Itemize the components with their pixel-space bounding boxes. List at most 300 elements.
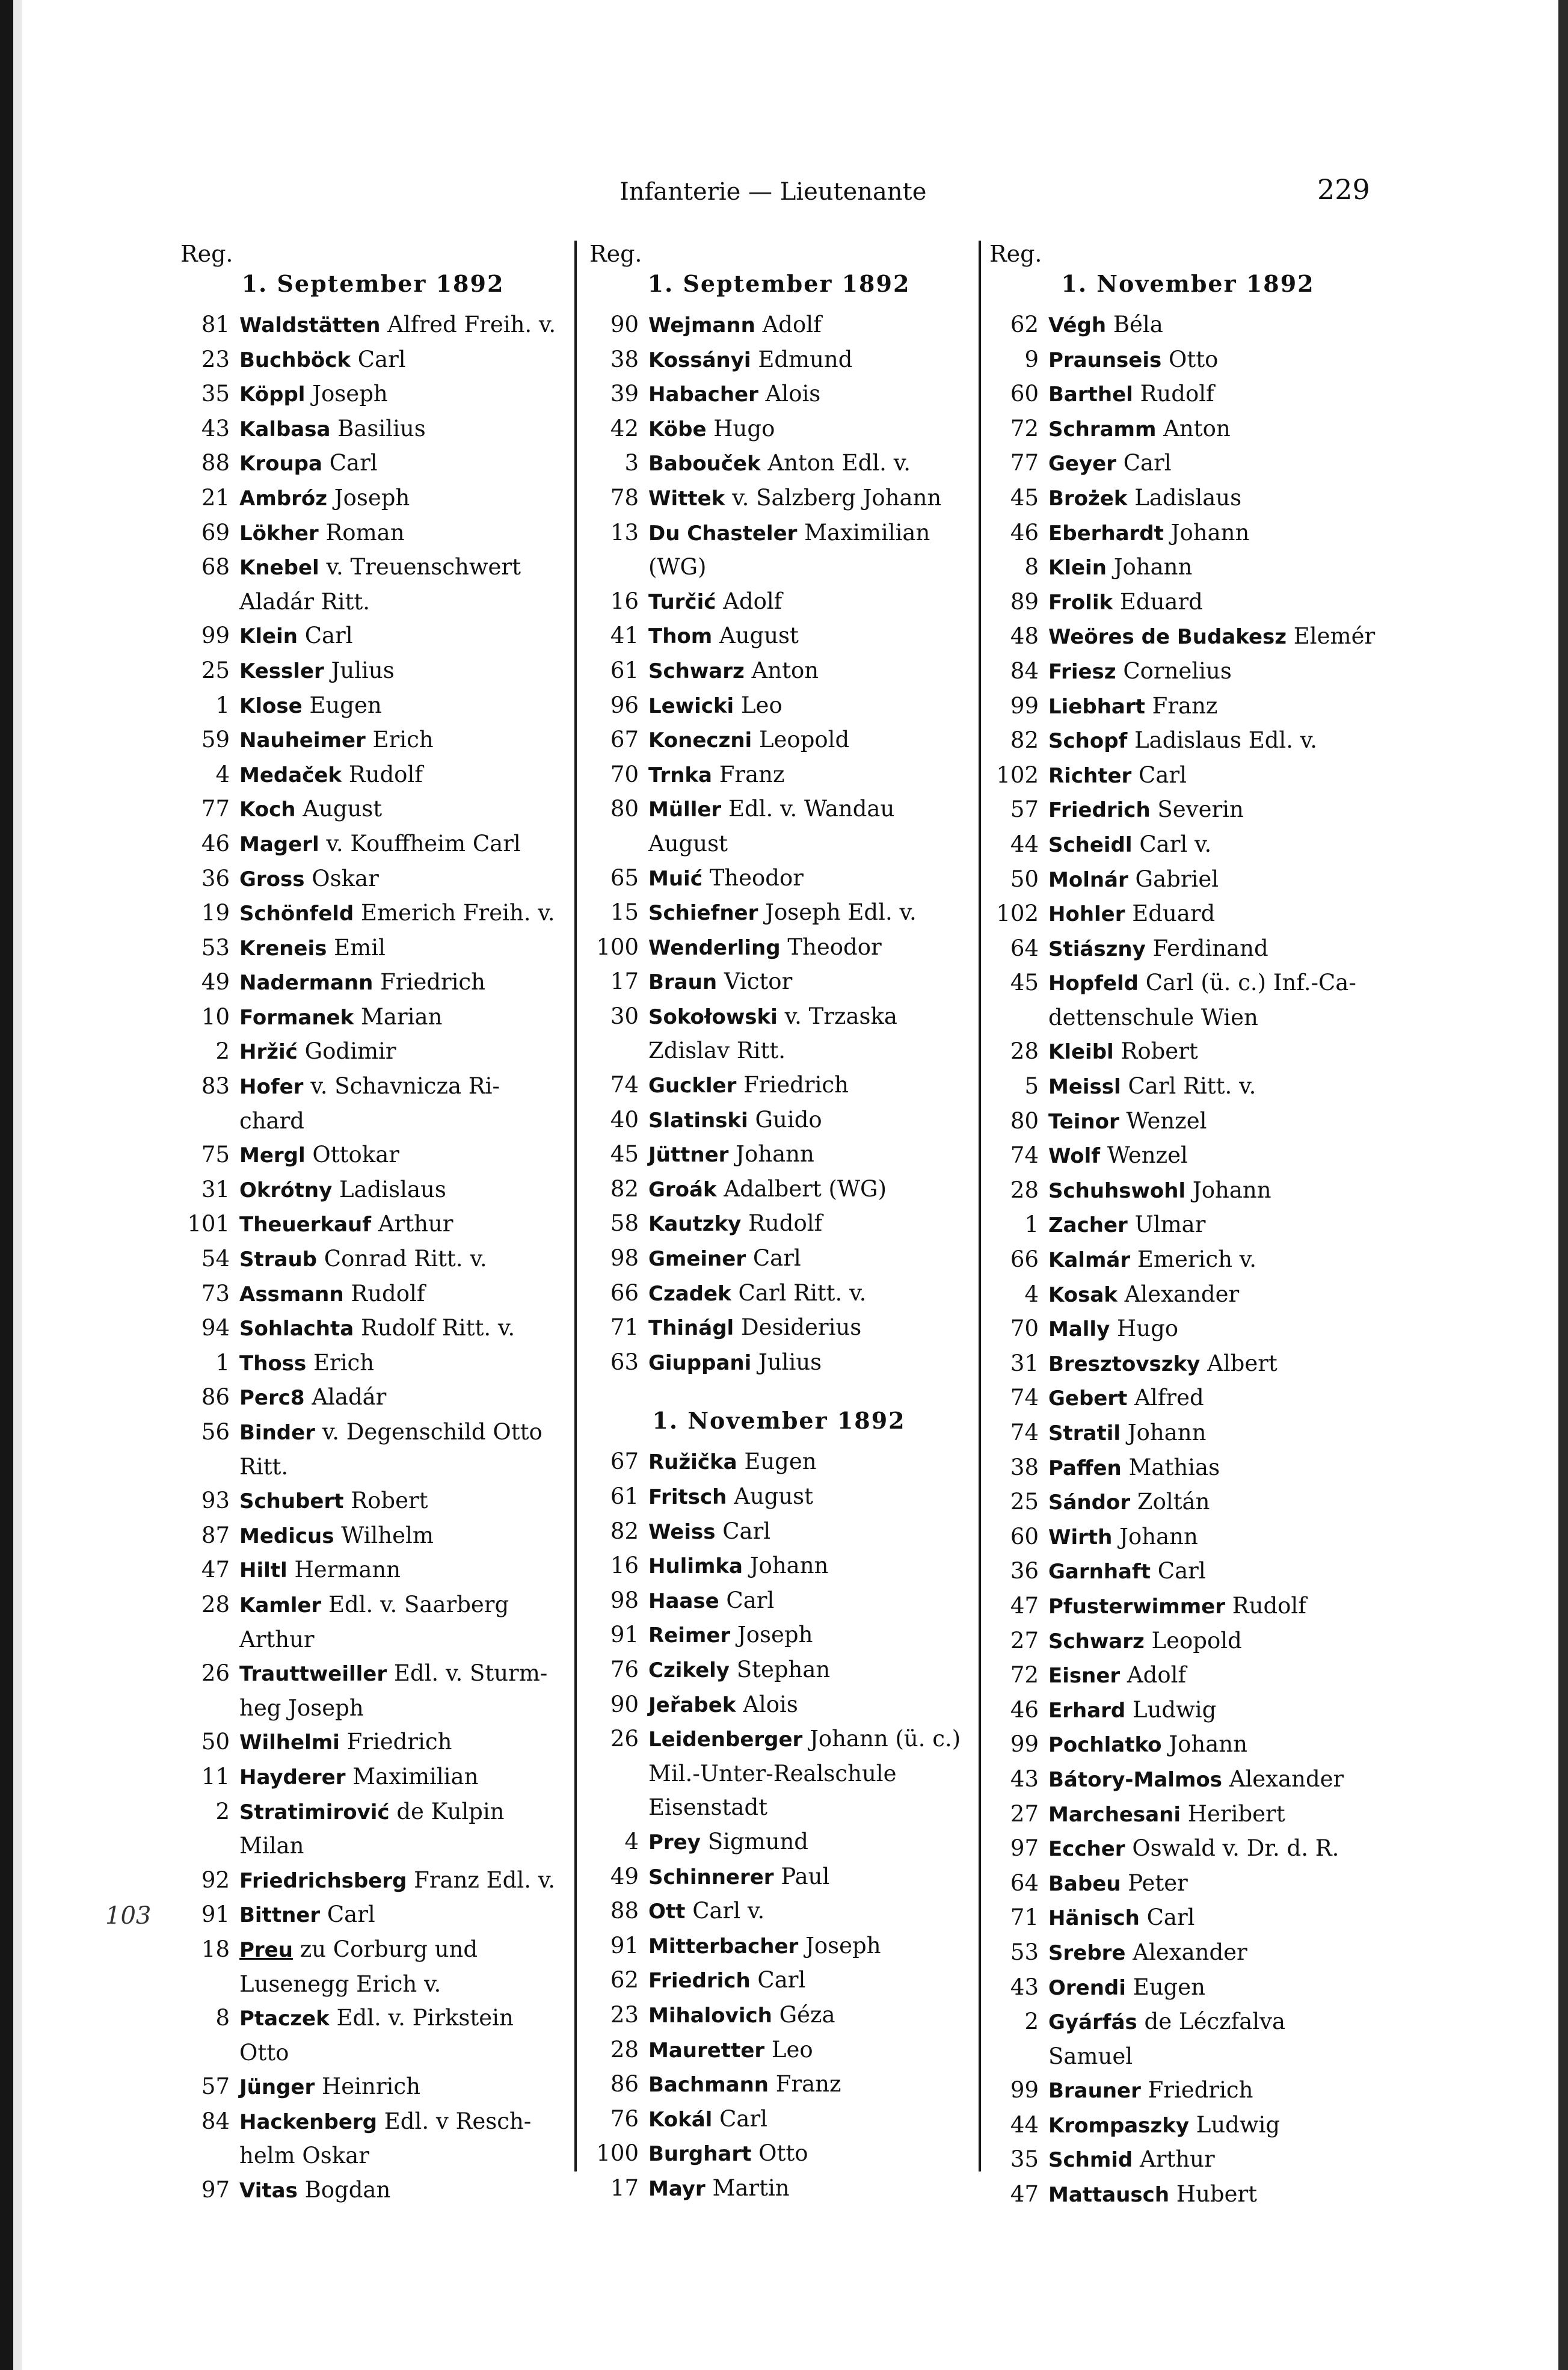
roster-entry [180,2105,565,2140]
given-name: Adolf [1127,1662,1187,1688]
handwritten-margin-note: 103 [105,1902,152,1930]
regiment-number: 61 [610,1483,639,1509]
surname: Mayr [648,2176,706,2201]
surname: Scheidl [1048,833,1133,857]
roster-entry [180,1657,565,1691]
given-name: Heinrich [322,2073,420,2100]
given-name: Johann [1113,554,1193,580]
roster-entry [989,446,1386,481]
section-heading: 1. September 1892 [647,270,911,297]
surname: Barthel [1048,383,1133,407]
given-name: August [719,623,799,649]
roster-entry [589,1103,968,1138]
entry-continuation [989,2040,1386,2074]
given-name: Albert [1207,1350,1277,1376]
given-name: Carl v. [1139,831,1212,857]
surname: Wolf [1048,1144,1101,1169]
roster-entry [589,585,968,620]
regiment-number: 83 [201,1073,230,1100]
regiment-number: 27 [1010,1800,1039,1827]
regiment-number: 4 [1024,1281,1039,1307]
given-name: Gabriel [1135,866,1219,892]
scan-edge-right [1558,0,1568,2370]
given-name: Joseph [805,1932,881,1959]
given-name: Alexander [1133,1939,1247,1965]
surname: Weöres de Budakesz [1048,625,1287,650]
surname: Ott [648,1900,686,1924]
surname: Schuhswohl [1048,1178,1186,1203]
given-name: Hubert [1176,2181,1258,2208]
regiment-number: 26 [610,1726,639,1752]
regiment-number: 44 [1010,2111,1039,2138]
entry-text [1048,2108,1386,2143]
entry-text [648,1894,968,1929]
surname: Lökher [239,521,319,546]
entry-text [239,1725,565,1760]
entry-text [648,585,968,620]
entry-text [648,1276,968,1311]
entry-text [1048,1174,1386,1208]
given-name: Edl. v. Saarberg [328,1591,509,1617]
regiment-number: 64 [1010,935,1039,961]
roster-entry [589,654,968,689]
given-name: Guido [755,1106,822,1133]
roster-entry [180,481,565,516]
regiment-number: 31 [201,1176,230,1202]
given-name: Oskar [312,865,379,891]
roster-entry [589,2137,968,2171]
surname: Paffen [1048,1456,1122,1480]
given-name: Basilius [337,415,426,442]
given-name: Johann [749,1553,829,1579]
scan-edge-left [0,0,13,2370]
entry-text [239,1000,565,1035]
regiment-number: 28 [201,1591,230,1617]
given-name: Carl [757,1967,806,1993]
entry-text [1048,1728,1386,1762]
surname: Klein [239,624,298,649]
surname: Eccher [1048,1837,1125,1862]
given-name: Julius [331,657,395,683]
regiment-number: 8 [1024,554,1039,580]
entry-text [648,1207,968,1242]
roster-entry [589,1346,968,1380]
regiment-number: 71 [1010,1904,1039,1931]
roster-entry [180,377,565,412]
roster-entry [180,1277,565,1312]
surname: Preu [239,1938,293,1962]
given-name: Edl. v Resch- [384,2108,532,2134]
entry-continuation [589,1034,968,1068]
surname: Koch [239,798,296,822]
regiment-number: 94 [201,1315,230,1341]
regiment-number: 93 [201,1488,230,1514]
entry-text [1048,2005,1386,2040]
given-name: Carl (ü. c.) Inf.-Ca- [1145,970,1356,996]
given-name: Theodor [787,934,882,960]
roster-entry [589,2033,968,2068]
surname: Koneczni [648,728,752,753]
roster-entry [989,1139,1386,1174]
surname: Schwarz [648,659,745,683]
surname: Kamler [239,1593,322,1617]
given-name: Rudolf [348,761,423,787]
surname: Bresztovszky [1048,1352,1201,1376]
regiment-number: 28 [1010,1177,1039,1203]
given-name: Carl [329,450,378,476]
given-name: Alois [765,381,821,407]
roster-entry [989,1416,1386,1451]
entry-text [648,1963,968,1998]
given-name: Conrad Ritt. v. [324,1246,487,1272]
surname: Stratimirović [239,1800,390,1824]
entry-text [1048,863,1386,897]
surname: Köppl [239,383,306,407]
roster-entry [180,758,565,793]
regiment-number: 84 [201,2108,230,2134]
given-name: Johann (ü. c.) [810,1726,961,1752]
given-name: Rudolf [748,1210,823,1237]
regiment-number: 10 [201,1003,230,1030]
roster-entry [989,1624,1386,1659]
given-name: Martin [712,2175,790,2201]
continuation-text: dettenschule Wien [1048,1004,1258,1030]
entry-text [648,1346,968,1380]
roster-entry [989,1589,1386,1624]
surname: Kreneis [239,936,327,961]
regiment-number: 75 [201,1142,230,1168]
roster-entry [589,308,968,343]
roster-entry [589,412,968,447]
entry-text [1048,1278,1386,1313]
entry-text [239,516,565,551]
surname: Hopfeld [1048,971,1139,996]
surname: Friedrich [1048,798,1151,823]
given-name: Alfred [1134,1385,1204,1411]
page-title: Infanterie — Lieutenante [620,178,927,206]
regiment-number: 44 [1010,831,1039,857]
entry-text [648,2067,968,2102]
regiment-number: 58 [610,1210,639,1237]
entry-text [239,377,565,412]
given-name: Maximilian [352,1763,479,1790]
entry-text [239,1138,565,1173]
given-name: Leopold [758,727,850,753]
given-name: Friedrich [743,1072,849,1098]
surname: Ambróz [239,486,327,511]
regiment-number: 49 [201,969,230,996]
regiment-number: 26 [201,1660,230,1687]
regiment-number: 2 [215,1798,230,1824]
entry-text [239,758,565,793]
entry-text [648,1068,968,1103]
roster-entry [989,1347,1386,1382]
surname: Okrótny [239,1178,333,1202]
entry-text [239,1277,565,1312]
regiment-number: 100 [596,934,639,960]
surname: Molnár [1048,867,1128,892]
roster-entry [589,1515,968,1550]
given-name: Franz [719,761,785,787]
roster-entry [180,965,565,1000]
regiment-number: 43 [1010,1765,1039,1792]
roster-entry [180,1898,565,1933]
given-name: Leopold [1151,1627,1242,1654]
roster-entry [989,1658,1386,1693]
given-name: Friedrich [1148,2077,1253,2104]
given-name: Alexander [1124,1281,1240,1307]
given-name: Géza [779,2001,835,2028]
regiment-number: 67 [610,727,639,753]
given-name: Eugen [1133,1974,1205,2000]
entry-text [239,723,565,758]
surname: Buchböck [239,348,351,372]
given-name: Rudolf Ritt. v. [360,1315,515,1341]
given-name: v. Treuenschwert [326,554,521,580]
regiment-number: 46 [201,830,230,857]
entry-text [1048,689,1386,724]
given-name: de Kulpin [396,1798,505,1824]
roster-entry [180,931,565,966]
regiment-number: 73 [201,1280,230,1307]
roster-entry [989,2005,1386,2040]
roster-entry [180,1795,565,1830]
regiment-number: 77 [201,796,230,822]
roster-entry [589,1000,968,1035]
entry-text [239,1346,565,1381]
entry-text [648,689,968,724]
roster-entry [180,1173,565,1208]
given-name: Rudolf [1140,381,1214,407]
entry-text [239,1760,565,1795]
given-name: Rudolf [351,1280,425,1307]
regiment-number: 87 [201,1522,230,1548]
roster-entry [180,1035,565,1070]
entry-text [1048,1520,1386,1555]
surname: Zacher [1048,1213,1128,1238]
given-name: Carl [1157,1558,1206,1584]
roster-entry [989,412,1386,447]
entry-text [239,1795,565,1830]
regiment-number: 60 [1010,1523,1039,1550]
surname: Erhard [1048,1698,1126,1723]
given-name: Theodor [709,864,804,891]
regiment-number: 56 [201,1419,230,1445]
entry-text [648,1929,968,1964]
given-name: v. Kouffheim Carl [326,830,521,857]
regiment-number: 67 [610,1448,639,1475]
given-name: Erich [313,1349,375,1376]
roster-entry [589,1825,968,1860]
regiment-number: 1 [215,692,230,718]
regiment-number: 102 [996,900,1039,927]
regiment-number: 97 [201,2177,230,2203]
regiment-number: 35 [1010,2146,1039,2173]
entry-continuation [589,1757,968,1791]
given-name: Wenzel [1107,1142,1188,1169]
roster-entry [589,758,968,793]
continuation-text: Otto [239,2039,289,2066]
surname: Guckler [648,1074,737,1098]
roster-entry [589,1929,968,1964]
given-name: Leo [740,692,782,718]
entry-text [648,1653,968,1688]
given-name: Emerich v. [1137,1246,1256,1273]
roster-entry [589,723,968,758]
regiment-number: 72 [1010,415,1039,442]
surname: Mitterbacher [648,1934,799,1959]
surname: Perc8 [239,1386,305,1411]
entry-continuation [180,1829,565,1864]
entry-text [1048,654,1386,689]
regiment-number: 46 [1010,1696,1039,1723]
surname: Gross [239,867,305,891]
entry-text [648,1825,968,1860]
entry-text [239,1484,565,1519]
surname: Brauner [1048,2079,1141,2104]
entry-text [648,2171,968,2206]
regiment-number: 4 [215,761,230,787]
given-name: Stephan [736,1656,831,1682]
continuation-text: Zdislav Ritt. [648,1038,786,1064]
column-divider [979,241,981,2171]
given-name: Johann [1127,1420,1207,1445]
roster-entry [989,343,1386,378]
entry-text [1048,1762,1386,1797]
given-name: Ferdinand [1152,935,1268,961]
roster-column-2 [589,241,968,2206]
surname: Du Chasteler [648,521,798,546]
entry-text [648,931,968,965]
surname: Schwarz [1048,1629,1145,1654]
entry-continuation [180,1104,565,1139]
roster-entry [180,1311,565,1346]
given-name: Ludwig [1133,1696,1217,1723]
entry-text [648,1584,968,1619]
roster-column-1 [180,241,565,2208]
entry-text [1048,377,1386,412]
regiment-number: 50 [1010,866,1039,892]
given-name: Robert [1121,1038,1198,1065]
given-name: Ladislaus Edl. v. [1134,727,1318,754]
entry-text [239,1588,565,1623]
surname: Schmid [1048,2148,1133,2173]
roster-entry [989,2143,1386,2178]
regiment-number: 30 [610,1003,639,1029]
surname: Knebel [239,556,319,580]
surname: Kalbasa [239,417,331,442]
given-name: Julius [758,1349,822,1375]
surname: Kleibl [1048,1040,1114,1065]
roster-entry [989,516,1386,551]
regiment-number: 90 [610,1691,639,1717]
surname: Waldstätten [239,313,381,337]
given-name: Maximilian [804,519,930,546]
given-name: v. Degenschild Otto [322,1419,543,1445]
regiment-number: 71 [610,1314,639,1341]
regiment-number: 74 [1010,1420,1039,1445]
roster-entry [589,1242,968,1276]
regiment-number: 47 [201,1557,230,1583]
surname: Friedrichsberg [239,1868,407,1893]
given-name: August [734,1483,814,1509]
entry-text [1048,343,1386,378]
roster-entry [989,308,1386,343]
reg-column-label: Reg. [180,241,233,267]
roster-entry [989,1520,1386,1555]
surname: Lewicki [648,694,734,718]
regiment-number: 74 [1010,1142,1039,1169]
roster-entry [180,1725,565,1760]
regiment-number: 82 [610,1518,639,1544]
entry-text [239,1207,565,1242]
regiment-number: 66 [1010,1246,1039,1273]
roster-entry [989,585,1386,620]
regiment-number: 21 [201,484,230,511]
entry-text [648,1618,968,1653]
regiment-number: 98 [610,1587,639,1613]
regiment-number: 88 [610,1898,639,1924]
surname: Theuerkauf [239,1213,372,1237]
entry-text [648,1311,968,1346]
roster-entry [180,2001,565,2036]
regiment-number: 25 [201,657,230,683]
given-name: v. Schavnicza Ri- [310,1073,500,1100]
surname: Köbe [648,417,707,442]
continuation-text: Lusenegg Erich v. [239,1971,441,1997]
given-name: Elemér [1293,623,1376,650]
surname: Magerl [239,832,319,857]
regiment-number: 76 [610,1656,639,1682]
section-heading: 1. November 1892 [1061,270,1315,297]
roster-entry [989,966,1386,1001]
continuation-text: chard [239,1107,304,1134]
continuation-text: Arthur [239,1626,315,1652]
entry-continuation [589,550,968,585]
surname: Burghart [648,2142,752,2167]
entry-text [239,1242,565,1277]
given-name: Edmund [758,346,853,372]
reg-column-label: Reg. [589,241,642,267]
roster-entry [589,1688,968,1723]
entry-continuation [180,1623,565,1657]
surname: Babeu [1048,1871,1121,1896]
surname: Eisner [1048,1664,1121,1688]
roster-entry [989,759,1386,793]
entry-text [1048,1554,1386,1589]
entry-text [648,1137,968,1172]
roster-entry [589,1068,968,1103]
regiment-number: 82 [1010,727,1039,754]
surname: Groák [648,1177,717,1202]
given-name: Desiderius [740,1314,862,1341]
entry-text [648,1445,968,1480]
given-name: v. Salzberg Johann [732,484,942,511]
entry-text [239,2105,565,2140]
surname: Babouček [648,452,761,476]
surname: Kautzky [648,1212,742,1237]
regiment-number: 78 [610,484,639,511]
roster-entry [180,2173,565,2208]
regiment-number: 62 [610,1967,639,1993]
entry-text [648,1998,968,2033]
roster-entry [589,1998,968,2033]
surname: Formanek [239,1005,354,1030]
regiment-number: 2 [1024,2008,1039,2035]
entry-text [239,792,565,827]
roster-entry [180,896,565,931]
regiment-number: 57 [201,2073,230,2100]
